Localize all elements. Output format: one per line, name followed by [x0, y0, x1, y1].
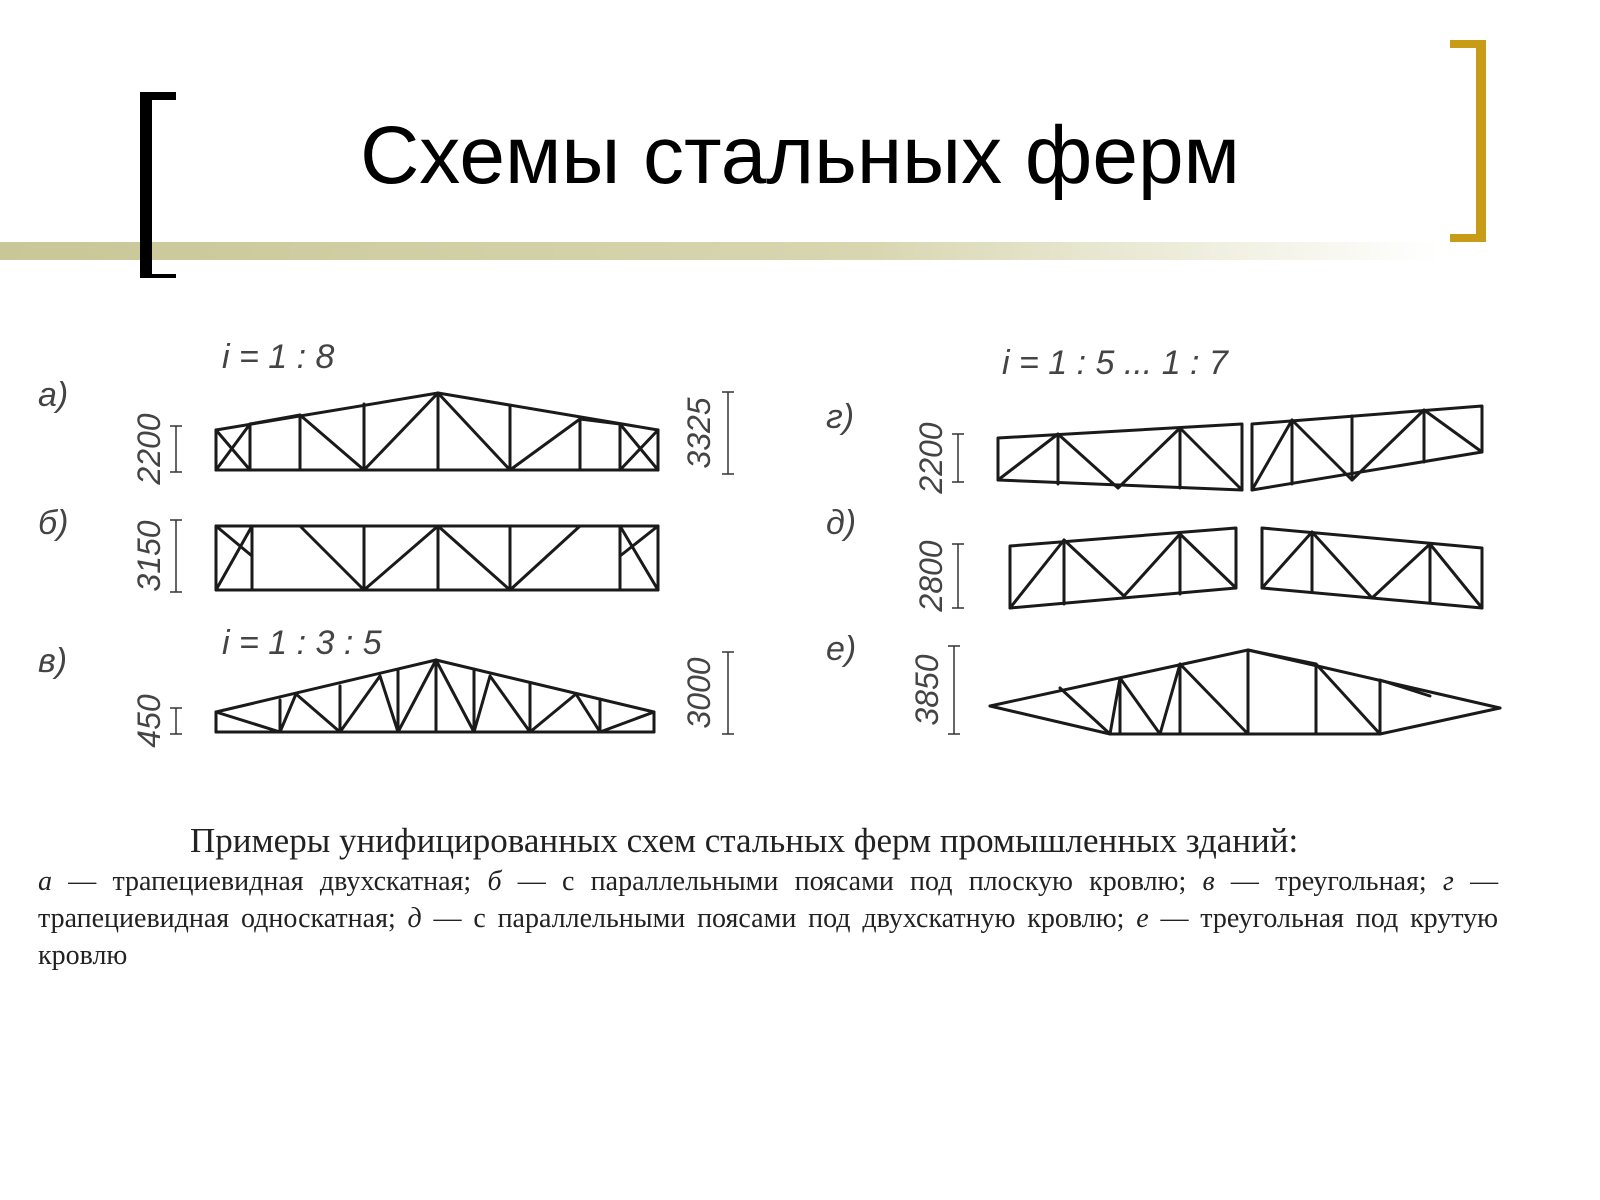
- caption-text-v: треугольная;: [1275, 866, 1427, 897]
- slide-title: Схемы стальных ферм: [360, 110, 1240, 201]
- truss-b: [216, 526, 658, 590]
- caption-text-d: с параллельными поясами под двухскатную кровлю;: [473, 902, 1125, 934]
- slope-g: i = 1 : 5 ... 1 : 7: [1002, 344, 1228, 382]
- caption-text-e: треугольная под крутую кровлю: [38, 902, 1499, 971]
- slope-a: i = 1 : 8: [222, 338, 335, 376]
- caption-dash: —: [517, 866, 546, 897]
- figure-caption: [38, 820, 1498, 975]
- title-underline: [0, 242, 1440, 260]
- dim-g-left: 2200: [913, 422, 949, 494]
- dim-e-left: 3850: [909, 654, 945, 726]
- caption-text-g: трапециевидная односкатная;: [38, 902, 396, 934]
- caption-body: [38, 864, 1498, 975]
- caption-key-d: д: [407, 902, 422, 934]
- dim-b-left: 3150: [131, 520, 167, 592]
- label-v: в): [38, 642, 68, 680]
- caption-dash: —: [68, 866, 97, 897]
- truss-v: [216, 660, 654, 732]
- caption-heading: Примеры унифицированных схем стальных ферм промышленных зданий:: [190, 821, 1299, 860]
- label-b: б): [38, 504, 69, 542]
- dim-v-right: 3000: [681, 657, 717, 729]
- label-a: а): [38, 376, 69, 414]
- truss-diagram: [0, 300, 1600, 760]
- truss-e: [990, 650, 1500, 734]
- dim-a-right: 3325: [681, 397, 717, 469]
- caption-dash: —: [1470, 866, 1499, 897]
- caption-dash: —: [1230, 866, 1259, 897]
- dim-d-left: 2800: [913, 540, 949, 612]
- caption-dash: —: [433, 902, 462, 934]
- label-d: д): [826, 504, 857, 542]
- caption-key-v: в: [1202, 866, 1215, 897]
- caption-text-a: трапециевидная двухскатная;: [112, 866, 472, 897]
- caption-key-g: г: [1442, 866, 1454, 897]
- caption-key-e: е: [1136, 902, 1149, 934]
- slope-v: i = 1 : 3 : 5: [222, 624, 382, 662]
- dim-v-left: 450: [131, 694, 167, 748]
- label-e: е): [826, 630, 857, 668]
- caption-text-b: с параллельными поясами под плоскую кровлю;: [562, 866, 1187, 897]
- caption-dash: —: [1160, 902, 1189, 934]
- label-g: г): [826, 398, 855, 436]
- left-bracket-decoration: [140, 92, 176, 278]
- dimension-lines: [170, 392, 964, 734]
- truss-a: [216, 393, 658, 470]
- caption-key-a: а: [38, 866, 52, 897]
- truss-g: [998, 406, 1482, 490]
- caption-key-b: б: [487, 866, 502, 897]
- dim-a-left: 2200: [131, 413, 167, 485]
- right-bracket-decoration: [1450, 40, 1486, 242]
- truss-d: [1010, 528, 1482, 608]
